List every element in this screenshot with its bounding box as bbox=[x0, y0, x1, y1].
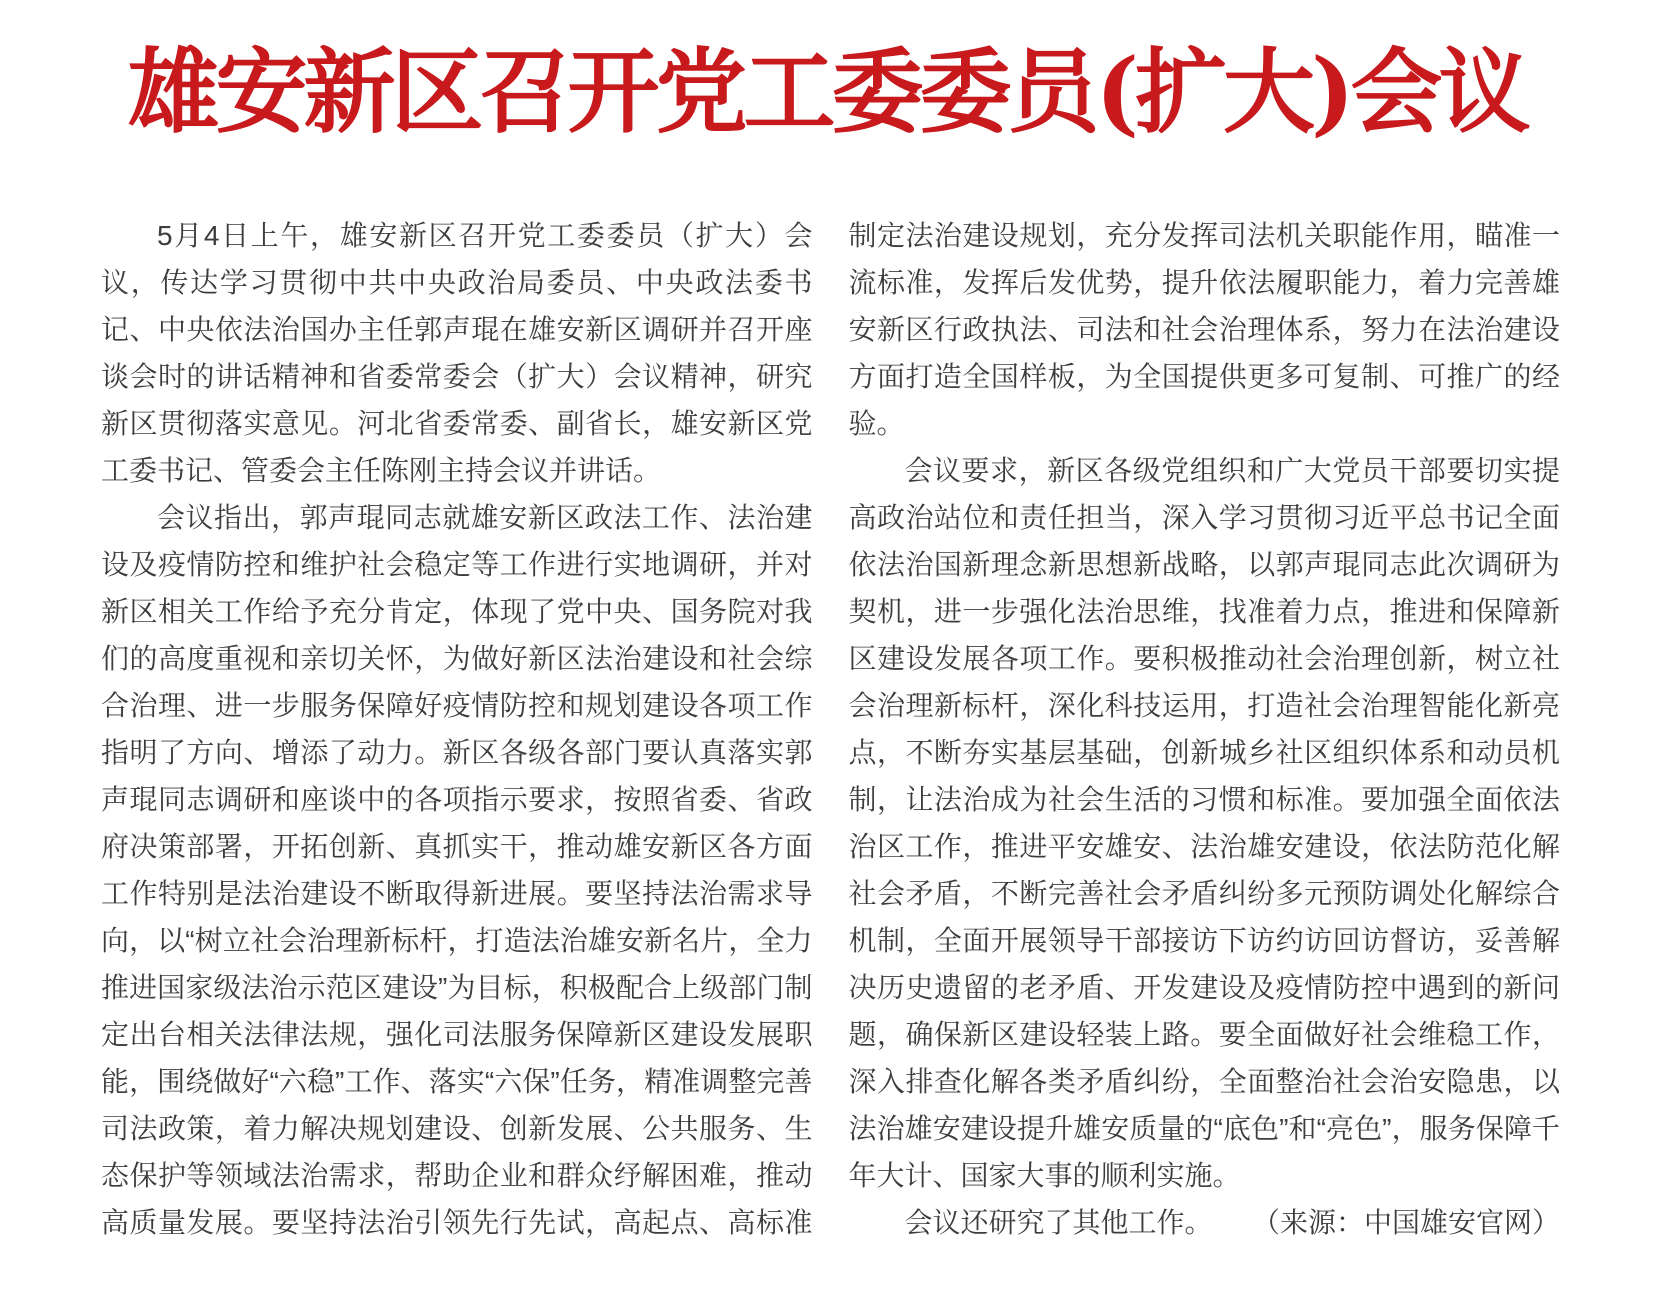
article-title: 雄安新区召开党工委委员(扩大)会议 bbox=[127, 38, 1527, 146]
paragraph-2: 会议指出，郭声琨同志就雄安新区政法工作、法治建设及疫情防控和维护社会稳定等工作进行实地调研，并对新区相关工作给予充分肯定，体现了党中央、国务院对我们的高度重视和亲切关怀，为做好新区法治建设和社会综合治理、进一步服务保障好疫情防控和规划建设各项工作指明了方向、增添了动力。新区各级各部门要认真落实郭声琨同志调研和座谈中的各项指示要求，按照省委、省政府决策部署，开拓创新、真抓实干，推动雄安新区各方面工作特别是法治建设不断取得新进展。要坚持法治需求导向，以“树立社会治理新标杆，打造法治雄安新名片，全力推进国家级法治示范区建设”为目标，积极配合上级部门制定出台相关法律法规，强化司法服务保障新区建设发展职能，围绕做好“六稳”工作、落实“六保”任务，精准调整完善司法政策，着力解决规划建设、创新发展、公共服务、生态保护等领域法治需求，帮助企业和群众纾解困难，推动高质量发展。要坚持法治引领先行先试，高起点、高标准制定法治建设规划，充分发挥司法机关职能作用，瞄准一流标准，发挥后发优势，提升依法履职能力，着力完善雄安新区行政执法、司法和社会治理体系，努力在法治建设方面打造全国样板，为全国提供更多可复制、可推广的经验。 bbox=[101, 220, 1560, 1238]
closing-text: 会议还研究了其他工作。 bbox=[904, 1207, 1213, 1238]
paragraph-3: 会议要求，新区各级党组织和广大党员干部要切实提高政治站位和责任担当，深入学习贯彻习近平总书记全面依法治国新理念新思想新战略，以郭声琨同志此次调研为契机，进一步强化法治思维，找准着力点，推进和保障新区建设发展各项工作。要积极推动社会治理创新，树立社会治理新标杆，深化科技运用，打造社会治理智能化新亮点，不断夯实基层基础，创新城乡社区组织体系和动员机制，让法治成为社会生活的习惯和标准。要加强全面依法治区工作，推进平安雄安、法治雄安建设，依法防范化解社会矛盾，不断完善社会矛盾纠纷多元预防调处化解综合机制，全面开展领导干部接访下访约访回访督访，妥善解决历史遗留的老矛盾、开发建设及疫情防控中遇到的新问题，确保新区建设轻装上路。要全面做好社会维稳工作，深入排查化解各类矛盾纠纷，全面整治社会治安隐患，以法治雄安建设提升雄安质量的“底色”和“亮色”，服务保障千年大计、国家大事的顺利实施。 bbox=[848, 455, 1560, 1191]
article-body bbox=[101, 212, 1560, 1246]
paragraph-1: 5月4日上午，雄安新区召开党工委委员（扩大）会议，传达学习贯彻中共中央政治局委员、中央政法委书记、中央依法治国办主任郭声琨在雄安新区调研并召开座谈会时的讲话精神和省委常委会（扩大）会议精神，研究新区贯彻落实意见。河北省委常委、副省长，雄安新区党工委书记、管委会主任陈刚主持会议并讲话。 bbox=[101, 220, 813, 486]
closing-line bbox=[849, 1199, 1561, 1246]
source-attribution: （来源：中国雄安官网） bbox=[1251, 1207, 1560, 1238]
